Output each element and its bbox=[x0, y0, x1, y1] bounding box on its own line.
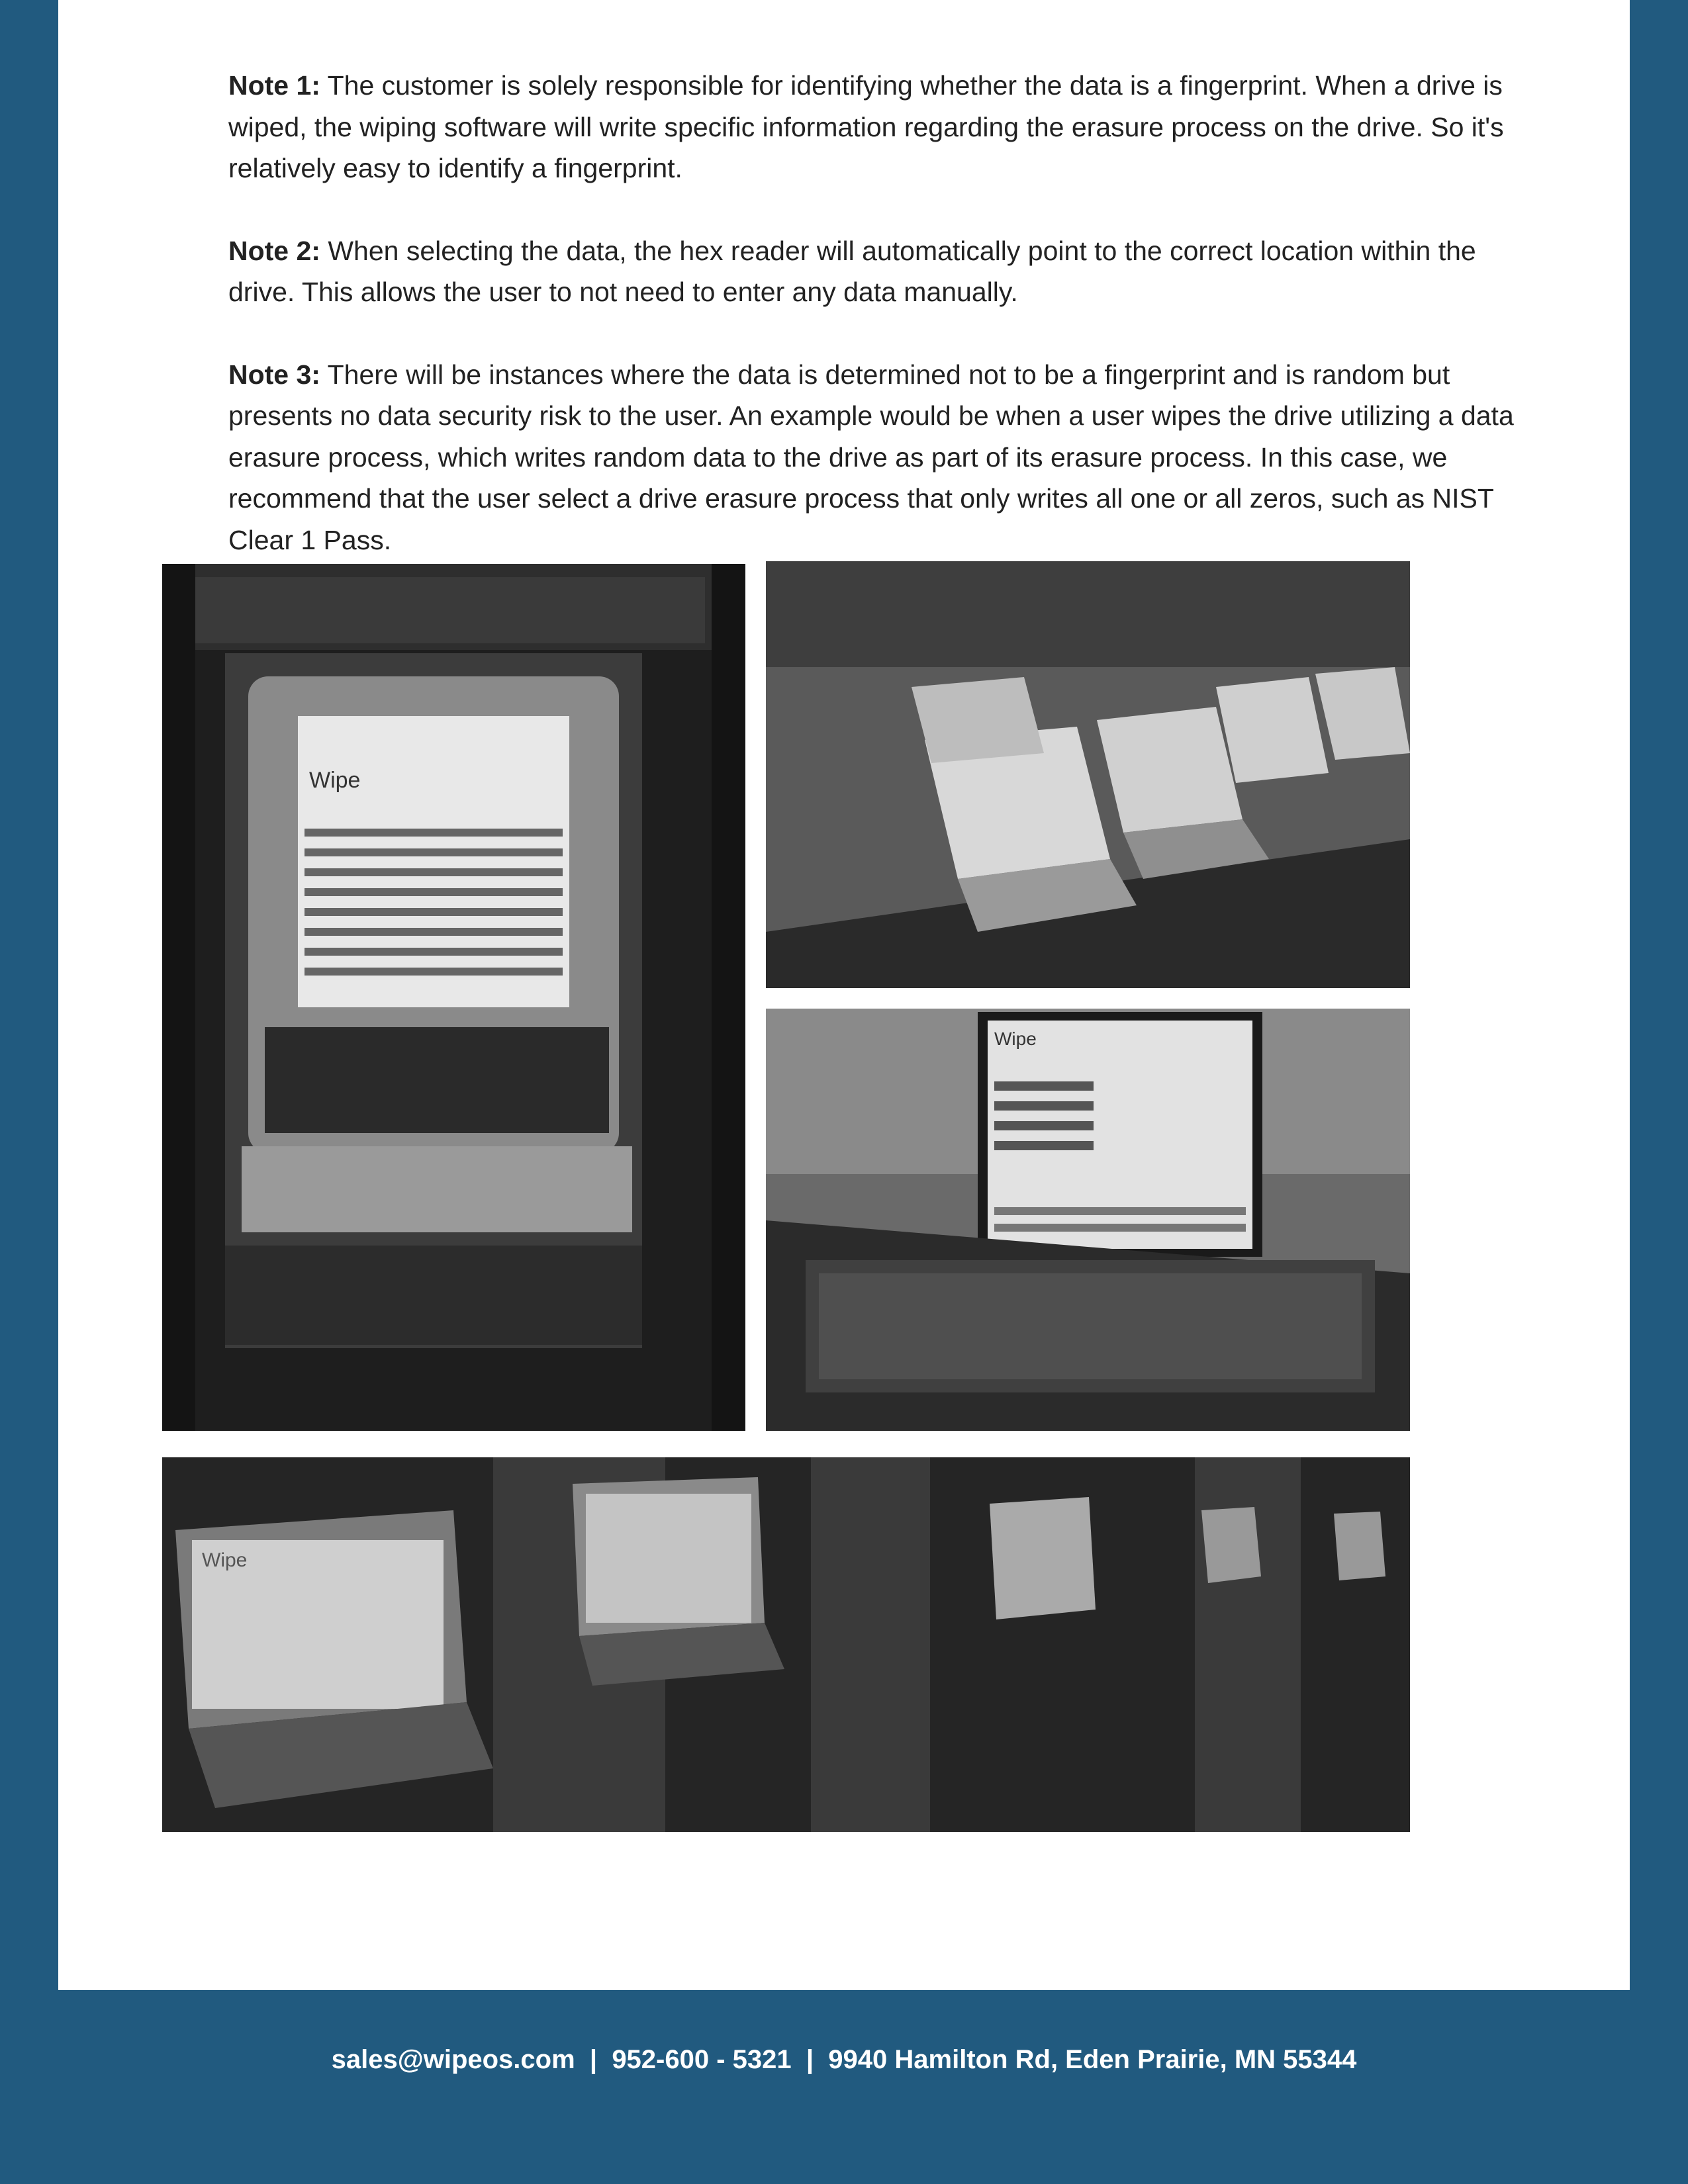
note-1-text: The customer is solely responsible for identifying whether the data is a fingerprint. When a drive is wiped, the wiping software will write specific information regarding the erasure process on the drive. So it's relatively easy to identify a fingerprint. bbox=[228, 70, 1504, 183]
note-3-label: Note 3: bbox=[228, 359, 320, 390]
brand-text-4: Wipe bbox=[202, 1549, 248, 1571]
photo-server-racks bbox=[162, 1457, 1410, 1832]
footer-phone[interactable]: 952-600 - 5321 bbox=[612, 2045, 792, 2074]
photo-drive-bin bbox=[766, 1009, 1410, 1431]
footer-contact bbox=[0, 2045, 1688, 2075]
note-3 bbox=[228, 354, 1519, 561]
note-2 bbox=[228, 230, 1519, 313]
note-1 bbox=[228, 65, 1519, 189]
note-2-text: When selecting the data, the hex reader will automatically point to the correct location within the drive. This allows the user to not need to enter any data manually. bbox=[228, 235, 1476, 307]
notes-section bbox=[228, 65, 1519, 602]
note-1-label: Note 1: bbox=[228, 70, 320, 101]
footer-separator-2: | bbox=[791, 2045, 829, 2074]
footer-separator-1: | bbox=[575, 2045, 612, 2074]
footer-email[interactable]: sales@wipeos.com bbox=[331, 2045, 575, 2074]
brand-text-1: Wipe bbox=[309, 768, 361, 793]
footer-address: 9940 Hamilton Rd, Eden Prairie, MN 55344 bbox=[828, 2045, 1357, 2074]
photo-laptop-benches bbox=[766, 561, 1410, 988]
note-3-text: There will be instances where the data is determined not to be a fingerprint and is random but presents no data security risk to the user. An example would be when a user wipes the drive utilizing a data erasure process, which writes random data to the drive as part of its erasure process. In this case, we recommend that the user select a drive erasure process that only writes all one or all zeros, such as NIST Clear 1 Pass. bbox=[228, 359, 1514, 555]
photo-rack-kiosk bbox=[162, 564, 745, 1431]
brand-text-3: Wipe bbox=[994, 1028, 1037, 1049]
note-2-label: Note 2: bbox=[228, 235, 320, 266]
